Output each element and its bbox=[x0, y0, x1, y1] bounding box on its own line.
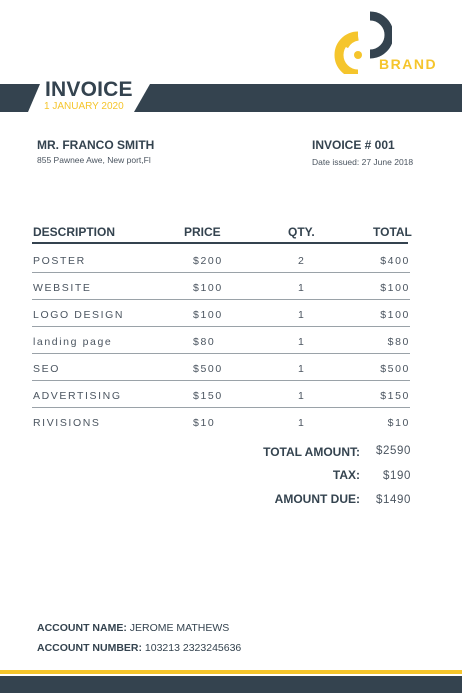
table-row bbox=[32, 327, 410, 354]
item-price: $100 bbox=[193, 309, 223, 321]
item-qty: 1 bbox=[298, 309, 306, 321]
account-name-row bbox=[37, 622, 229, 634]
amount-due-label: AMOUNT DUE: bbox=[274, 492, 360, 506]
item-total: $500 bbox=[380, 363, 410, 375]
invoice-number: INVOICE # 001 bbox=[312, 138, 395, 152]
item-description: SEO bbox=[33, 363, 60, 375]
column-header-description: DESCRIPTION bbox=[33, 225, 116, 239]
item-description: ADVERTISING bbox=[33, 390, 122, 402]
item-qty: 1 bbox=[298, 390, 306, 402]
account-name-label: ACCOUNT NAME: bbox=[37, 622, 127, 634]
tax-value: $190 bbox=[383, 470, 411, 482]
item-total: $100 bbox=[380, 282, 410, 294]
item-total: $150 bbox=[380, 390, 410, 402]
footer-band bbox=[0, 676, 462, 693]
item-price: $200 bbox=[193, 255, 223, 267]
item-qty: 2 bbox=[298, 255, 306, 267]
item-total: $10 bbox=[387, 417, 410, 429]
item-price: $100 bbox=[193, 282, 223, 294]
item-qty: 1 bbox=[298, 363, 306, 375]
client-address: 855 Pawnee Awe, New port,Fl bbox=[37, 155, 151, 165]
item-price: $10 bbox=[193, 417, 216, 429]
total-amount-label: TOTAL AMOUNT: bbox=[263, 445, 360, 459]
table-row bbox=[32, 273, 410, 300]
item-description: RIVISIONS bbox=[33, 417, 101, 429]
column-header-price: PRICE bbox=[184, 225, 221, 239]
line-items bbox=[32, 246, 410, 434]
account-number-label: ACCOUNT NUMBER: bbox=[37, 642, 142, 654]
account-name-value: JEROME MATHEWS bbox=[126, 622, 230, 634]
table-row bbox=[32, 354, 410, 381]
column-header-total: TOTAL bbox=[373, 225, 412, 239]
item-price: $150 bbox=[193, 390, 223, 402]
footer-accent-stripe bbox=[0, 670, 462, 674]
invoice-date: 1 JANUARY 2020 bbox=[44, 101, 124, 112]
item-total: $80 bbox=[387, 336, 410, 348]
column-header-qty: QTY. bbox=[288, 225, 315, 239]
item-qty: 1 bbox=[298, 336, 306, 348]
brand-name: BRAND bbox=[379, 56, 438, 72]
date-issued: Date issued: 27 June 2018 bbox=[312, 157, 414, 167]
tax-label: TAX: bbox=[332, 468, 360, 482]
item-description: landing page bbox=[33, 336, 113, 348]
table-row bbox=[32, 381, 410, 408]
item-total: $100 bbox=[380, 309, 410, 321]
amount-due-value: $1490 bbox=[376, 494, 411, 506]
table-row bbox=[32, 246, 410, 273]
account-number-value: 103213 2323245636 bbox=[142, 642, 242, 654]
item-qty: 1 bbox=[298, 282, 306, 294]
header-divider bbox=[32, 242, 408, 244]
total-amount-value: $2590 bbox=[376, 445, 411, 457]
item-description: POSTER bbox=[33, 255, 86, 267]
table-row bbox=[32, 300, 410, 327]
item-description: LOGO DESIGN bbox=[33, 309, 125, 321]
item-qty: 1 bbox=[298, 417, 306, 429]
invoice-title: INVOICE bbox=[45, 78, 133, 101]
item-total: $400 bbox=[380, 255, 410, 267]
client-name: MR. FRANCO SMITH bbox=[37, 138, 155, 152]
item-price: $500 bbox=[193, 363, 223, 375]
account-number-row bbox=[37, 642, 241, 654]
item-description: WEBSITE bbox=[33, 282, 92, 294]
table-row bbox=[32, 408, 410, 434]
item-price: $80 bbox=[193, 336, 216, 348]
